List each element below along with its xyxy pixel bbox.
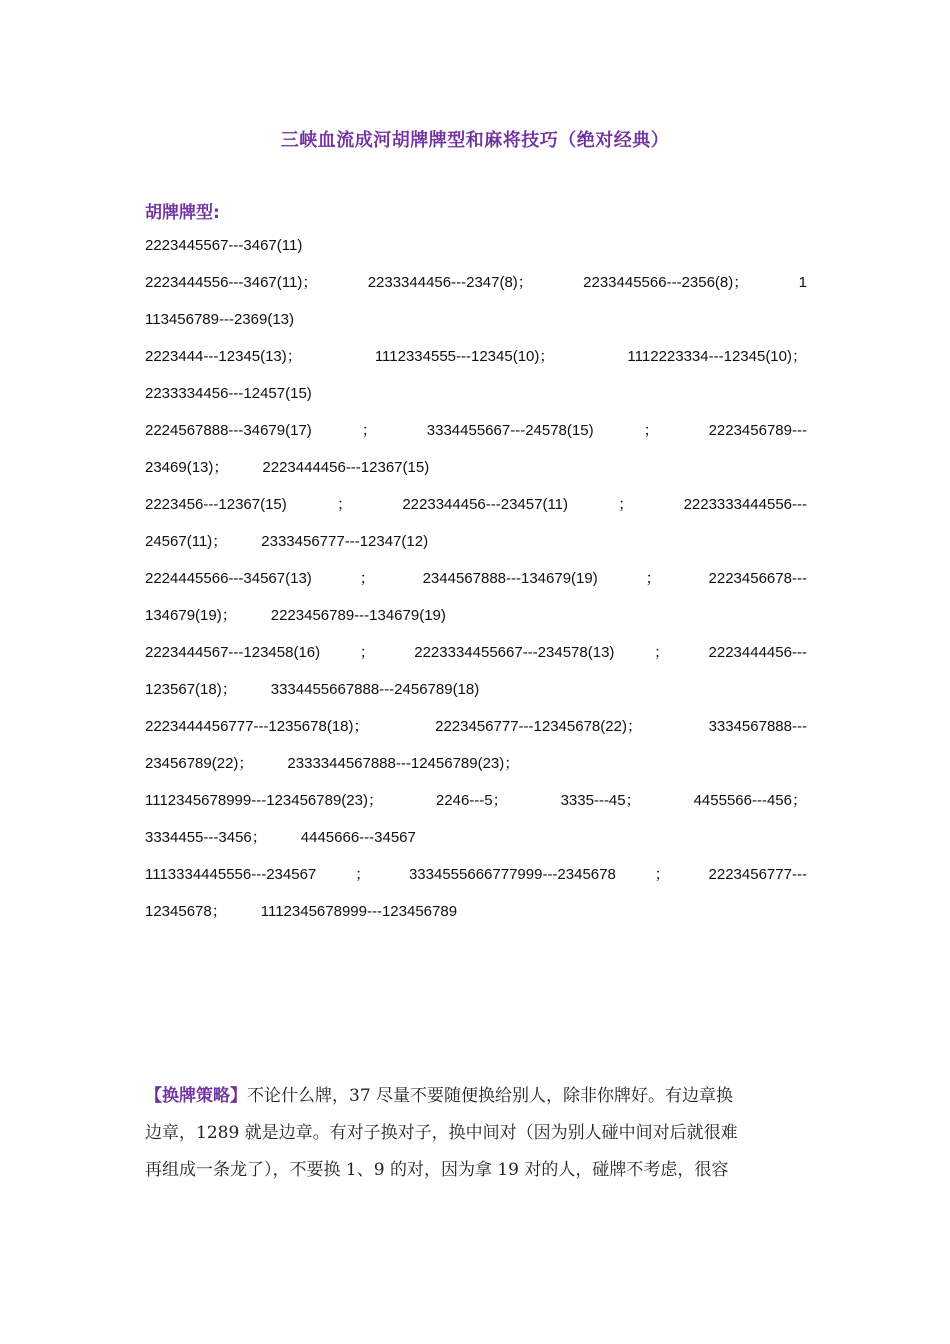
pattern-item: 12345678； — [145, 903, 227, 920]
strategy-line-1 — [145, 1078, 807, 1115]
pattern-item: 3334455---3456； — [145, 829, 267, 846]
pattern-item: 2223444456--- — [708, 644, 807, 661]
pattern-item: 134679(19)； — [145, 607, 237, 624]
pattern-item: 3334555666777999---2345678 — [408, 866, 616, 883]
pattern-line — [145, 309, 807, 331]
pattern-item: 2223444---12345(13)； — [145, 348, 302, 365]
pattern-item: 3334455667888---2456789(18) — [270, 681, 480, 698]
pattern-line — [145, 605, 807, 627]
pattern-item: ； — [653, 644, 669, 661]
pattern-item: 1112345678999---123456789 — [260, 903, 458, 920]
pattern-item: 113456789---2369(13) — [145, 311, 294, 328]
pattern-item: 2233334456---12457(15) — [145, 385, 312, 402]
pattern-item: 123567(18)； — [145, 681, 237, 698]
pattern-item: 2223456678--- — [708, 570, 807, 587]
section-heading: 胡牌牌型: — [145, 203, 220, 223]
strategy-line-3: 再组成一条龙了），不要换 1、9 的对，因为拿 19 对的人，碰牌不考虑，很容 — [145, 1160, 729, 1180]
pattern-line — [145, 753, 807, 775]
pattern-item: ； — [355, 866, 371, 883]
pattern-item: 23469(13)； — [145, 459, 229, 476]
pattern-item: 2223456777---12345678(22)； — [435, 718, 642, 735]
strategy-label: 【换牌策略】 — [145, 1086, 247, 1106]
pattern-item: 2223344456---23457(11) — [402, 496, 569, 513]
pattern-line — [145, 568, 807, 590]
pattern-line — [145, 827, 807, 849]
strategy-paragraph — [145, 1078, 807, 1189]
pattern-item: 2223444456777---1235678(18)； — [145, 718, 369, 735]
pattern-item: 1112334555---12345(10)； — [374, 348, 555, 365]
pattern-item: ； — [337, 496, 353, 513]
pattern-line — [145, 457, 807, 479]
pattern-item: ； — [643, 422, 659, 439]
pattern-item: 2223456789--- — [708, 422, 807, 439]
pattern-item: 2223456---12367(15) — [145, 496, 287, 513]
pattern-line — [145, 901, 807, 923]
pattern-item: 3335---45； — [560, 792, 641, 809]
pattern-item: 1112223334---12345(10)； — [627, 348, 807, 365]
pattern-item: 2223333444556--- — [683, 496, 807, 513]
pattern-item: 3334455667---24578(15) — [426, 422, 594, 439]
pattern-item: 2344567888---134679(19) — [422, 570, 598, 587]
pattern-item: 2246---5； — [435, 792, 508, 809]
pattern-item: 2223334455667---234578(13) — [414, 644, 615, 661]
pattern-item: 2223445567---3467(11) — [145, 237, 303, 254]
pattern-item: 2233344456---2347(8)； — [367, 274, 533, 291]
pattern-line — [145, 642, 807, 664]
pattern-line — [145, 864, 807, 886]
pattern-item: 2224567888---34679(17) — [145, 422, 312, 439]
pattern-item: 1112345678999---123456789(23)； — [145, 792, 383, 809]
pattern-item: 2223444567---123458(16) — [145, 644, 321, 661]
pattern-item: 2223456789---134679(19) — [270, 607, 446, 624]
pattern-item: 24567(11)； — [145, 533, 228, 550]
pattern-item: 23456789(22)； — [145, 755, 254, 772]
pattern-item: 2333344567888---12456789(23)； — [287, 755, 520, 772]
pattern-item: ； — [618, 496, 634, 513]
pattern-line — [145, 235, 807, 257]
pattern-item: 3334567888--- — [708, 718, 807, 735]
pattern-item: ； — [359, 644, 375, 661]
pattern-line — [145, 346, 807, 368]
pattern-line — [145, 420, 807, 442]
pattern-line — [145, 790, 807, 812]
pattern-item: 2223444456---12367(15) — [262, 459, 430, 476]
pattern-line — [145, 679, 807, 701]
pattern-line — [145, 383, 807, 405]
pattern-item: 2223444556---3467(11)； — [145, 274, 318, 291]
pattern-item: ； — [361, 422, 377, 439]
pattern-item: 1113334445556---234567 — [145, 866, 317, 883]
pattern-item: 4455566---456； — [693, 792, 807, 809]
strategy-text: 不论什么牌，37 尽量不要随便换给别人，除非你牌好。有边章换 — [247, 1086, 734, 1106]
pattern-item: ； — [645, 570, 661, 587]
pattern-line — [145, 494, 807, 516]
strategy-line-2: 边章，1289 就是边章。有对子换对子，换中间对（因为别人碰中间对后就很难 — [145, 1123, 738, 1143]
pattern-item: 2333456777---12347(12) — [261, 533, 429, 550]
pattern-line — [145, 531, 807, 553]
pattern-item: ； — [654, 866, 670, 883]
document-title: 三峡血流成河胡牌牌型和麻将技巧（绝对经典） — [280, 130, 670, 151]
pattern-line — [145, 716, 807, 738]
pattern-item: 2223456777--- — [708, 866, 807, 883]
pattern-item: ； — [359, 570, 375, 587]
pattern-line — [145, 272, 807, 294]
pattern-item: 4445666---34567 — [300, 829, 416, 846]
pattern-item: 2233445566---2356(8)； — [583, 274, 749, 291]
pattern-item: 2224445566---34567(13) — [145, 570, 312, 587]
pattern-item: 1 — [798, 274, 807, 291]
